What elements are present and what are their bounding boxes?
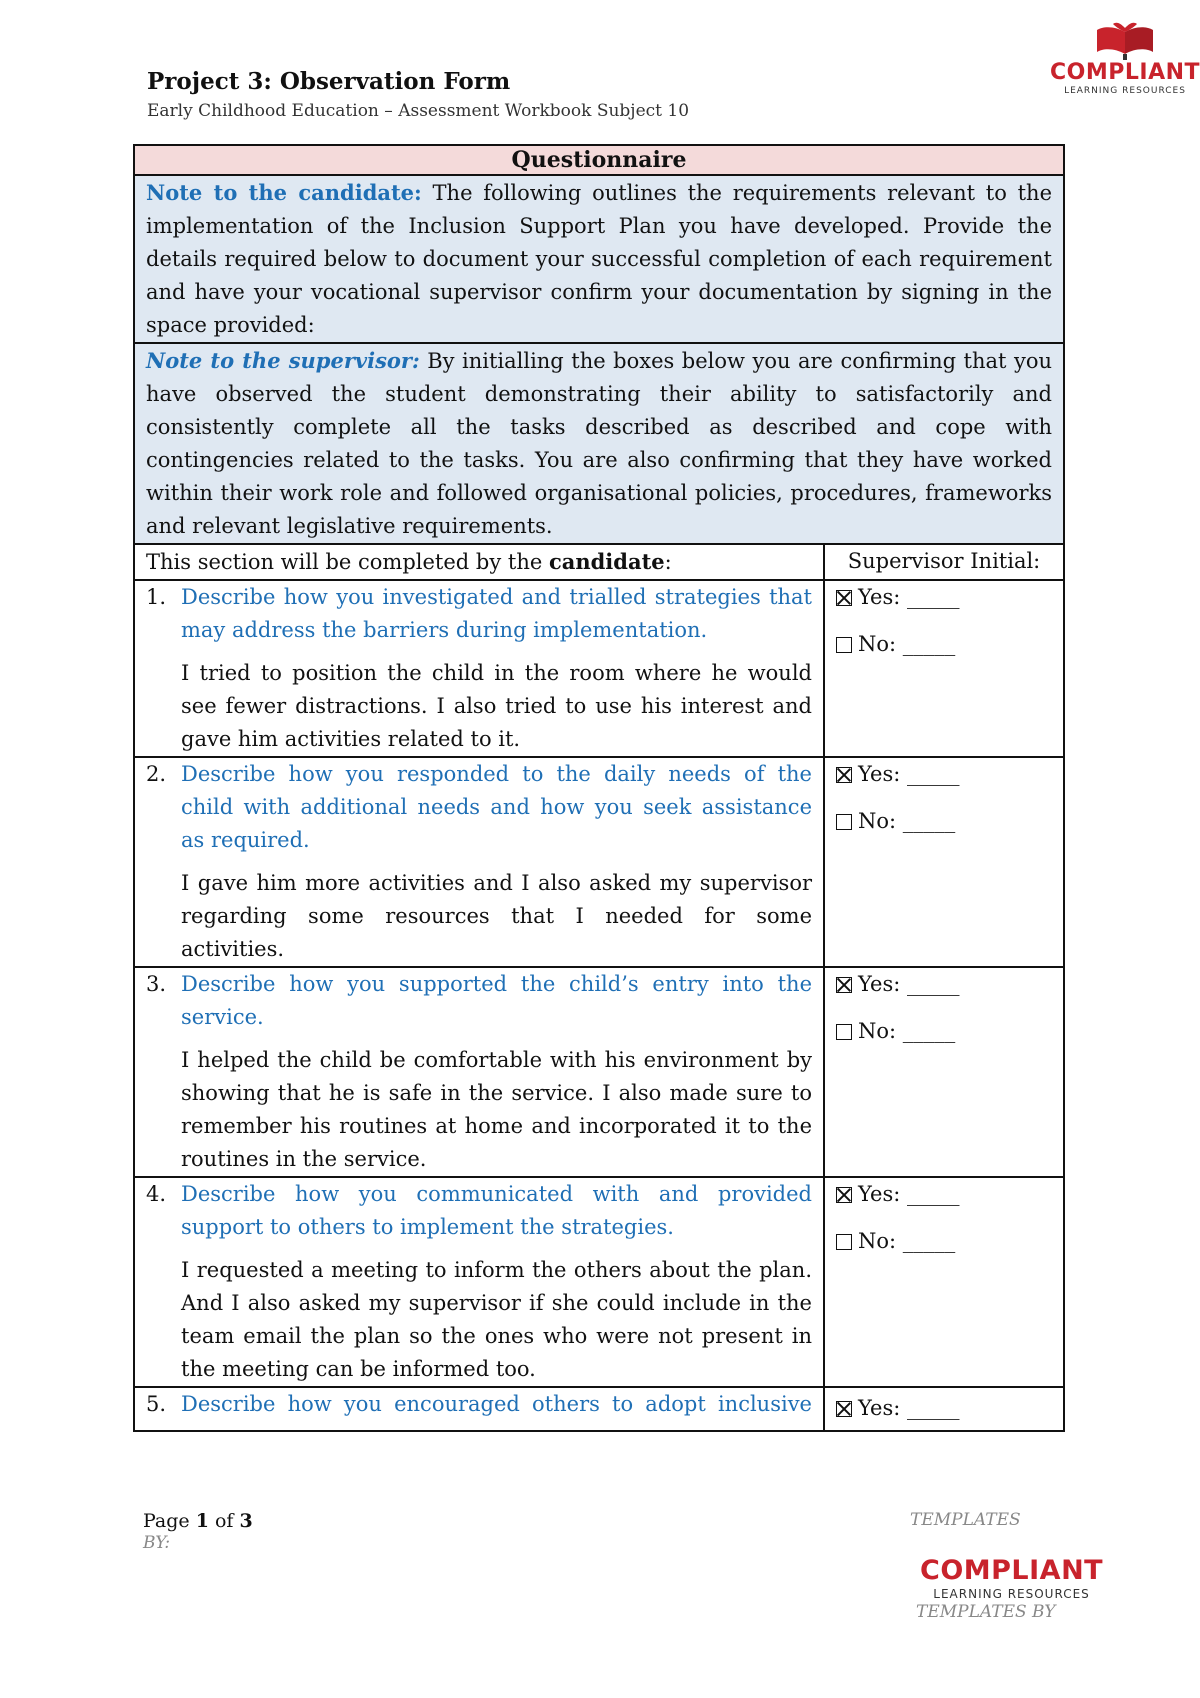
question-text: Describe how you investigated and trialled strategies that may address the barriers during implementation. bbox=[181, 585, 812, 642]
logo-word: COMPLIANT bbox=[1050, 60, 1200, 85]
no-checkbox[interactable] bbox=[836, 1234, 852, 1250]
observation-table bbox=[133, 144, 1065, 1432]
logo-tagline: LEARNING RESOURCES bbox=[1064, 86, 1186, 96]
answer-text: I gave him more activities and I also asked my supervisor regarding some resources that I needed for some activities. bbox=[181, 871, 812, 961]
question-text: Describe how you encouraged others to adopt inclusive bbox=[181, 1392, 812, 1416]
compliant-logo-footer bbox=[920, 1557, 1103, 1600]
yes-checkbox[interactable] bbox=[836, 1187, 852, 1203]
no-label: No: _____ bbox=[858, 809, 956, 833]
footer-templates: TEMPLATES bbox=[910, 1510, 1021, 1530]
question-number: 4. bbox=[146, 1182, 167, 1206]
page-number: Page 1 of 3 bbox=[143, 1510, 253, 1532]
no-checkbox[interactable] bbox=[836, 814, 852, 830]
supervisor-note bbox=[134, 343, 1064, 544]
supervisor-initial-cell bbox=[824, 1177, 1064, 1387]
no-label: No: _____ bbox=[858, 632, 956, 656]
yes-label: Yes: _____ bbox=[858, 1396, 960, 1420]
yes-checkbox[interactable] bbox=[836, 977, 852, 993]
question-number: 2. bbox=[146, 762, 167, 786]
supervisor-initial-cell bbox=[824, 580, 1064, 757]
question-item bbox=[134, 1177, 824, 1387]
yes-label: Yes: _____ bbox=[858, 762, 960, 786]
book-icon bbox=[1093, 22, 1157, 62]
logo-tagline: LEARNING RESOURCES bbox=[933, 1587, 1090, 1601]
yes-checkbox[interactable] bbox=[836, 590, 852, 606]
page-title: Project 3: Observation Form bbox=[147, 68, 511, 95]
yes-checkbox[interactable] bbox=[836, 1401, 852, 1417]
yes-label: Yes: _____ bbox=[858, 585, 960, 609]
question-item bbox=[134, 1387, 824, 1431]
section-bold: candidate bbox=[548, 549, 665, 574]
question-item bbox=[134, 580, 824, 757]
question-item bbox=[134, 967, 824, 1177]
candidate-note-text: The following outlines the requirements relevant to the implementation of the Inclusion Support Plan you have developed. Provide the details required below to document your successful completion of each requirement and have your vocational supervisor confirm your documentation by signing in the space provided: bbox=[146, 181, 1052, 337]
supervisor-initial-cell bbox=[824, 967, 1064, 1177]
no-label: No: _____ bbox=[858, 1019, 956, 1043]
answer-text: I tried to position the child in the room where he would see fewer distractions. I also tried to use his interest and gave him activities related to it. bbox=[181, 661, 812, 751]
section-label: This section will be completed by the candidate: bbox=[134, 544, 824, 580]
candidate-note-label: Note to the candidate: bbox=[146, 180, 422, 205]
page-subtitle: Early Childhood Education – Assessment Workbook Subject 10 bbox=[147, 101, 690, 121]
question-text: Describe how you communicated with and provided support to others to implement the strategies. bbox=[181, 1182, 812, 1239]
no-label: No: _____ bbox=[858, 1229, 956, 1253]
supervisor-note-label: Note to the supervisor: bbox=[146, 348, 420, 373]
footer-by: BY: bbox=[143, 1533, 171, 1553]
compliant-logo bbox=[1050, 22, 1200, 96]
supervisor-initial-cell bbox=[824, 757, 1064, 967]
no-checkbox[interactable] bbox=[836, 637, 852, 653]
question-text: Describe how you responded to the daily needs of the child with additional needs and how you seek assistance as required. bbox=[181, 762, 812, 852]
footer-templates-by: TEMPLATES BY bbox=[916, 1602, 1056, 1622]
yes-checkbox[interactable] bbox=[836, 767, 852, 783]
questionnaire-heading: Questionnaire bbox=[134, 145, 1064, 175]
answer-text: I helped the child be comfortable with his environment by showing that he is safe in the service. I also made sure to remember his routines at home and incorporated it to the routines in the service. bbox=[181, 1048, 812, 1171]
supervisor-initial-header: Supervisor Initial: bbox=[824, 544, 1064, 580]
supervisor-note-text: By initialling the boxes below you are confirming that you have observed the student demonstrating their ability to satisfactorily and consistently complete all the tasks described as described and cope with contingencies related to the tasks. You are also confirming that they have worked within their work role and followed organisational policies, procedures, frameworks and relevant legislative requirements. bbox=[146, 349, 1052, 538]
supervisor-initial-cell bbox=[824, 1387, 1064, 1431]
question-item bbox=[134, 757, 824, 967]
candidate-note bbox=[134, 175, 1064, 343]
question-number: 3. bbox=[146, 972, 167, 996]
answer-text: I requested a meeting to inform the others about the plan. And I also asked my supervisor if she could include in the team email the plan so the ones who were not present in the meeting can be informed too. bbox=[181, 1258, 812, 1381]
question-number: 5. bbox=[146, 1392, 167, 1416]
yes-label: Yes: _____ bbox=[858, 972, 960, 996]
question-number: 1. bbox=[146, 585, 167, 609]
question-text: Describe how you supported the child’s entry into the service. bbox=[181, 972, 812, 1029]
logo-word: COMPLIANT bbox=[920, 1555, 1104, 1586]
no-checkbox[interactable] bbox=[836, 1024, 852, 1040]
yes-label: Yes: _____ bbox=[858, 1182, 960, 1206]
